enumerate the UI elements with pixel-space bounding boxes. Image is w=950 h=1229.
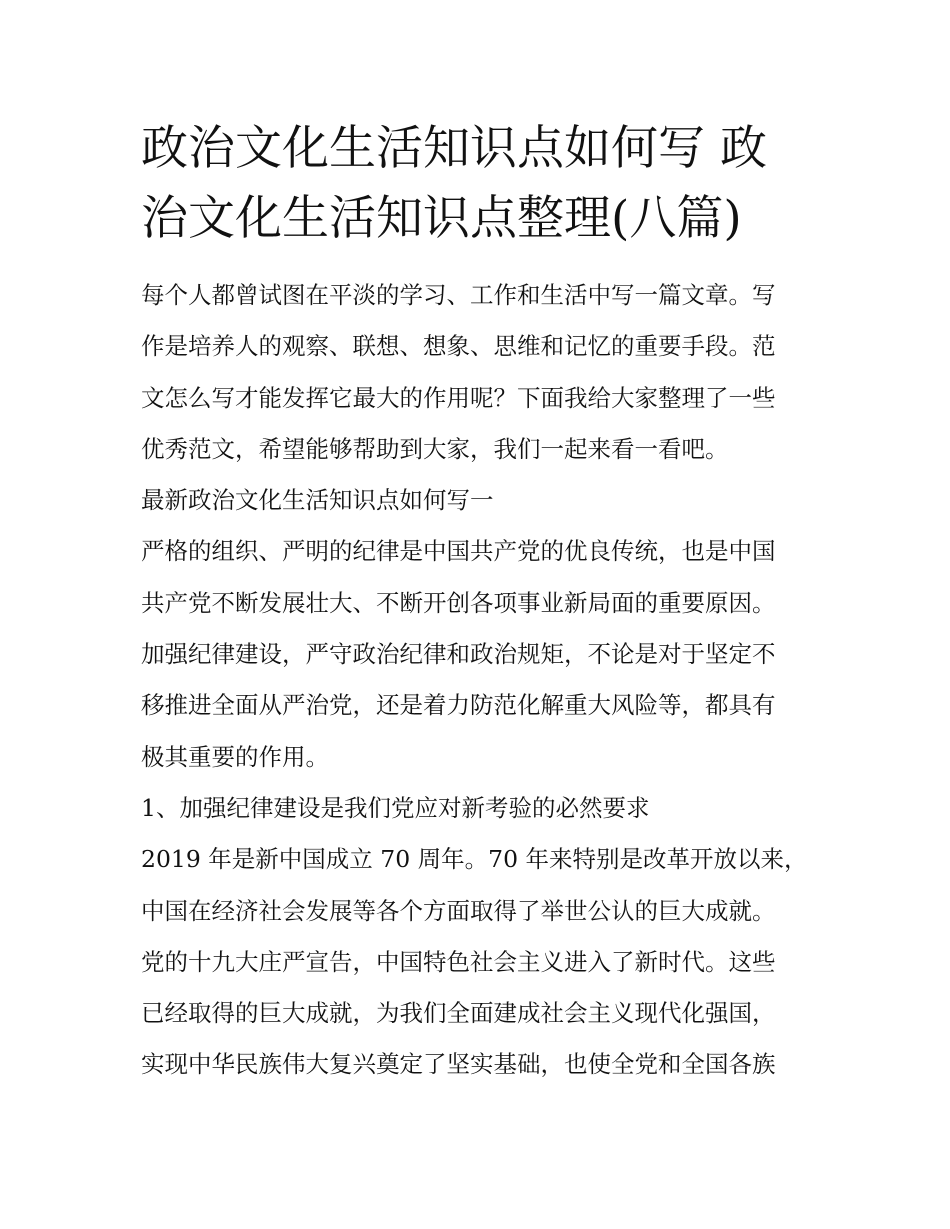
paragraph-line-1: 严格的组织、严明的纪律是中国共产党的优良传统，也是中国 (141, 537, 776, 566)
paragraph-line-4: 移推进全面从严治党，还是着力防范化解重大风险等，都具有 (141, 691, 776, 720)
paragraph-2-line-1: 2019 年是新中国成立 70 周年。70 年来特别是改革开放以来， (141, 845, 808, 874)
paragraph-line-5: 极其重要的作用。 (141, 742, 329, 771)
paragraph-2-line-5: 实现中华民族伟大复兴奠定了坚实基础，也使全党和全国各族 (141, 1050, 776, 1079)
paragraph-2-line-4: 已经取得的巨大成就，为我们全面建成社会主义现代化强国， (141, 999, 776, 1028)
document-body (141, 270, 813, 1091)
subsection-heading: 1、加强纪律建设是我们党应对新考验的必然要求 (141, 793, 650, 822)
title-line-2: 治文化生活知识点整理(八篇) (141, 191, 742, 246)
title-line-1: 政治文化生活知识点如何写 政 (141, 121, 767, 176)
document-title (141, 118, 813, 250)
paragraph-line-3: 加强纪律建设，严守政治纪律和政治规矩，不论是对于坚定不 (141, 640, 776, 669)
section-heading: 最新政治文化生活知识点如何写一 (141, 486, 494, 515)
intro-line-3: 文怎么写才能发挥它最大的作用呢？下面我给大家整理了一些 (141, 383, 776, 412)
paragraph-2-line-3: 党的十九大庄严宣告，中国特色社会主义进入了新时代。这些 (141, 947, 776, 976)
document-page (141, 118, 813, 1091)
paragraph-2-line-2: 中国在经济社会发展等各个方面取得了举世公认的巨大成就。 (141, 896, 776, 925)
paragraph-line-2: 共产党不断发展壮大、不断开创各项事业新局面的重要原因。 (141, 588, 776, 617)
intro-line-4: 优秀范文，希望能够帮助到大家，我们一起来看一看吧。 (141, 434, 729, 463)
intro-line-2: 作是培养人的观察、联想、想象、思维和记忆的重要手段。范 (141, 332, 776, 361)
intro-line-1: 每个人都曾试图在平淡的学习、工作和生活中写一篇文章。写 (141, 281, 776, 309)
